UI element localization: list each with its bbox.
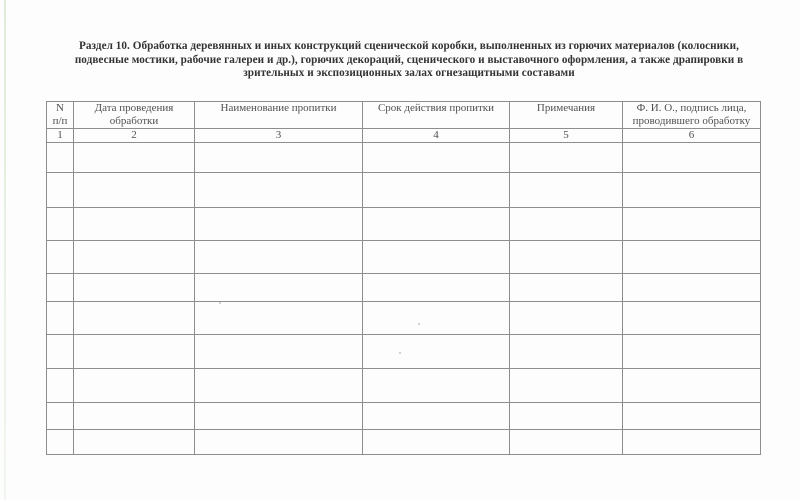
table-cell[interactable] (74, 430, 195, 455)
table-cell[interactable] (195, 335, 363, 369)
treatment-log-table (46, 101, 761, 455)
column-header-validity-period (363, 102, 510, 129)
table-cell[interactable] (510, 302, 623, 335)
table-row (47, 173, 761, 208)
table-cell[interactable] (363, 403, 510, 430)
table-cell[interactable] (363, 335, 510, 369)
table-cell[interactable] (363, 208, 510, 241)
table-cell[interactable] (47, 302, 74, 335)
column-number: 6 (623, 129, 761, 143)
scan-speck (219, 302, 221, 304)
column-number: 5 (510, 129, 623, 143)
table-cell[interactable] (195, 369, 363, 403)
table-cell[interactable] (74, 143, 195, 173)
table-cell[interactable] (623, 335, 761, 369)
table-cell[interactable] (363, 241, 510, 274)
column-number-row (47, 129, 761, 143)
table-cell[interactable] (47, 403, 74, 430)
column-header-notes (510, 102, 623, 129)
table-cell[interactable] (623, 403, 761, 430)
table-cell[interactable] (510, 274, 623, 302)
table-cell[interactable] (74, 208, 195, 241)
table-cell[interactable] (623, 241, 761, 274)
section-heading-line-3: зрительных и экспозиционных залах огнезащитными составами (243, 67, 575, 79)
table-row (47, 430, 761, 455)
table-cell[interactable] (623, 274, 761, 302)
section-heading-line-2: подвесные мостики, рабочие галереи и др.), горючих декораций, сценического и выставочного оформления, а также драпировки в (74, 53, 744, 66)
column-header-date-line-1: Дата проведения (94, 102, 174, 114)
column-header-validity-period-text: Срок действия пропитки (377, 102, 495, 114)
column-number: 4 (363, 129, 510, 143)
table-cell[interactable] (363, 173, 510, 208)
table-cell[interactable] (195, 173, 363, 208)
table-cell[interactable] (623, 143, 761, 173)
table-cell[interactable] (510, 143, 623, 173)
table-cell[interactable] (74, 274, 195, 302)
table-cell[interactable] (47, 173, 74, 208)
table-cell[interactable] (195, 241, 363, 274)
table-row (47, 335, 761, 369)
table-cell[interactable] (623, 430, 761, 455)
table-row (47, 241, 761, 274)
table-cell[interactable] (510, 369, 623, 403)
table-cell[interactable] (47, 274, 74, 302)
table-row (47, 403, 761, 430)
table-cell[interactable] (510, 403, 623, 430)
column-number: 3 (195, 129, 363, 143)
table-cell[interactable] (47, 143, 74, 173)
table-row (47, 143, 761, 173)
table-cell[interactable] (74, 403, 195, 430)
table-cell[interactable] (74, 173, 195, 208)
table-cell[interactable] (195, 430, 363, 455)
scan-speck (418, 323, 420, 325)
table-cell[interactable] (47, 430, 74, 455)
section-heading (50, 40, 768, 81)
table-cell[interactable] (510, 430, 623, 455)
table-cell[interactable] (363, 369, 510, 403)
table-cell[interactable] (363, 274, 510, 302)
table-cell[interactable] (74, 302, 195, 335)
table-cell[interactable] (47, 335, 74, 369)
table-cell[interactable] (510, 208, 623, 241)
column-header-number (47, 102, 74, 129)
column-header-number-line-2: п/п (52, 114, 68, 127)
scan-edge-line (4, 0, 6, 500)
table-cell[interactable] (74, 369, 195, 403)
table-cell[interactable] (363, 430, 510, 455)
column-header-date-line-2: обработки (109, 114, 159, 127)
table-cell[interactable] (195, 208, 363, 241)
column-header-responsible-person-line-2: проводившего обработку (632, 114, 751, 127)
table-cell[interactable] (74, 335, 195, 369)
table-cell[interactable] (363, 143, 510, 173)
column-header-date (74, 102, 195, 129)
column-header-notes-text: Примечания (536, 102, 596, 114)
table-cell[interactable] (195, 274, 363, 302)
scan-speck (399, 352, 401, 354)
table-cell[interactable] (363, 302, 510, 335)
table-cell[interactable] (195, 143, 363, 173)
table-cell[interactable] (623, 208, 761, 241)
column-number: 1 (47, 129, 74, 143)
table-cell[interactable] (74, 241, 195, 274)
table-cell[interactable] (510, 173, 623, 208)
column-header-responsible-person (623, 102, 761, 129)
table-cell[interactable] (195, 403, 363, 430)
table-cell[interactable] (47, 369, 74, 403)
table-row (47, 302, 761, 335)
table-cell[interactable] (623, 369, 761, 403)
table-cell[interactable] (195, 302, 363, 335)
table-row (47, 369, 761, 403)
table-cell[interactable] (510, 241, 623, 274)
column-header-impregnation-name (195, 102, 363, 129)
table-cell[interactable] (47, 241, 74, 274)
table-cell[interactable] (623, 173, 761, 208)
section-heading-line-1: Раздел 10. Обработка деревянных и иных конструкций сценической коробки, выполненных из горючих материалов (колосники, (79, 40, 739, 52)
column-header-impregnation-name-text: Наименование пропитки (220, 102, 337, 114)
column-header-number-line-1: N (56, 102, 64, 114)
column-number: 2 (74, 129, 195, 143)
column-header-responsible-person-line-1: Ф. И. О., подпись лица, (636, 102, 747, 114)
table-cell[interactable] (510, 335, 623, 369)
table-cell[interactable] (623, 302, 761, 335)
table-cell[interactable] (47, 208, 74, 241)
table-header-row (47, 102, 761, 129)
table-row (47, 274, 761, 302)
table-row (47, 208, 761, 241)
